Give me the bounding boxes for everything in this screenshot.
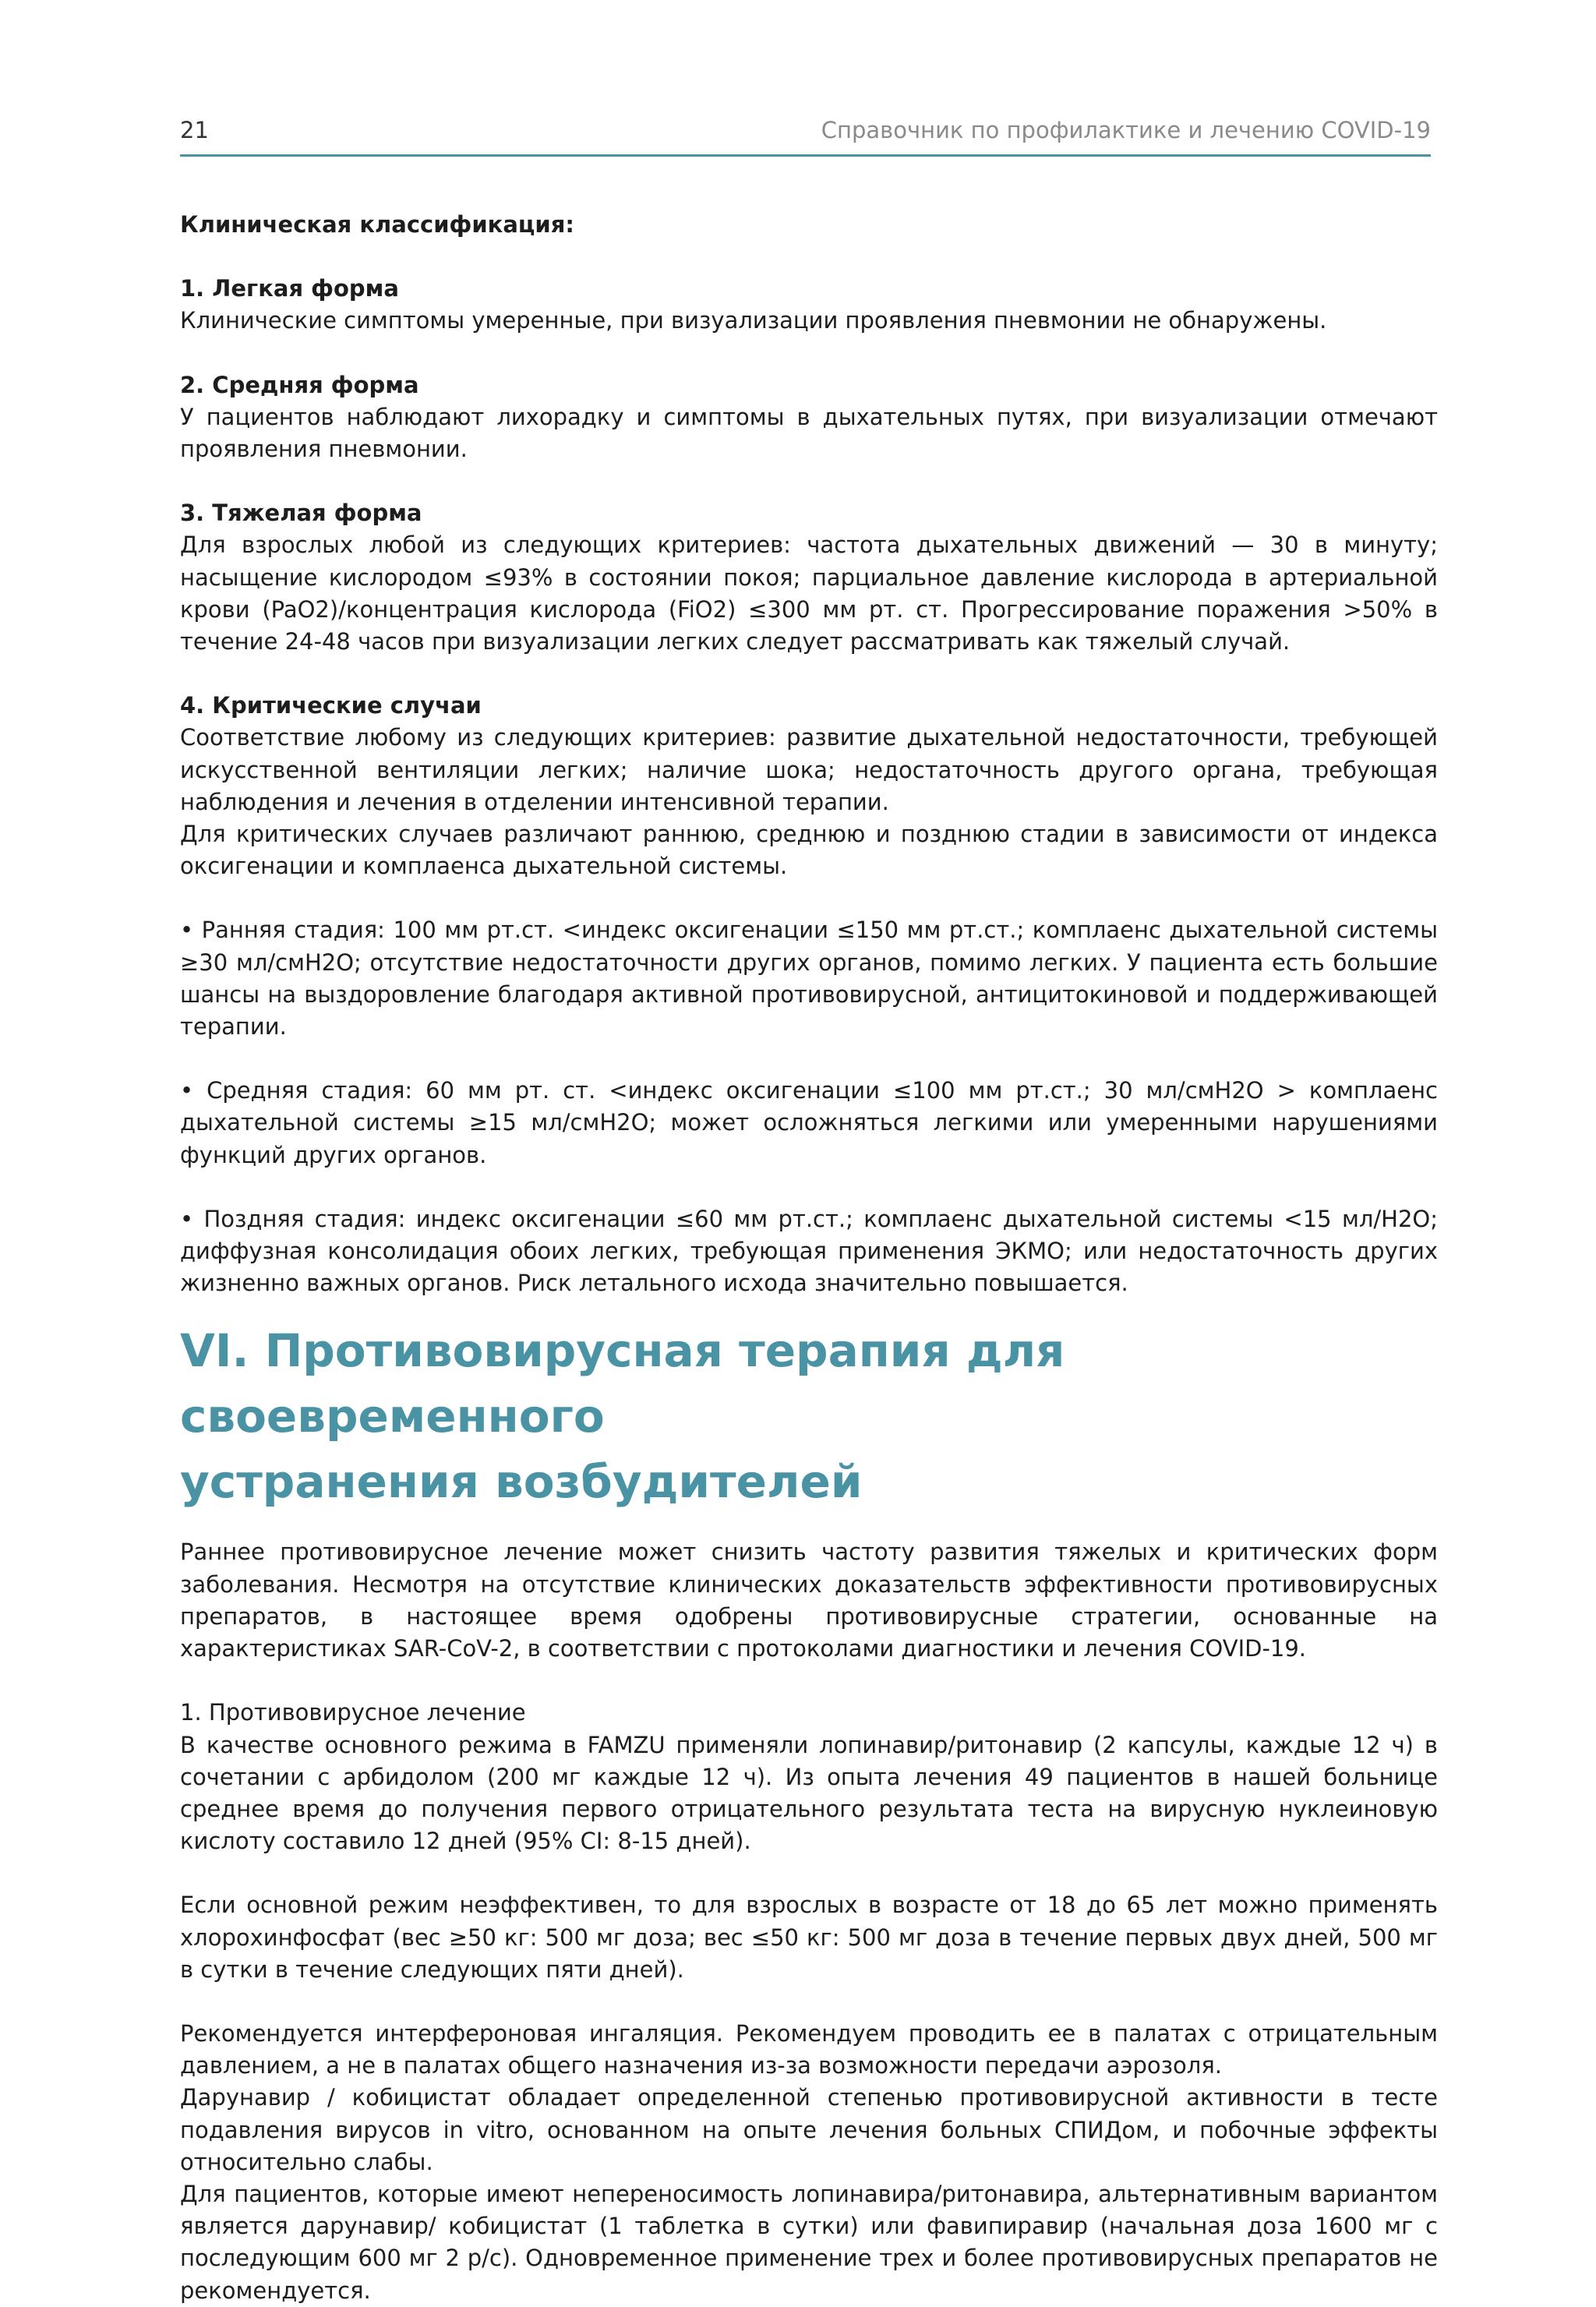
classification-title: Клиническая классификация:	[180, 211, 574, 238]
paragraph-2: Если основной режим неэффективен, то для взрослых в возрасте от 18 до 65 лет можно применять хлорохинфосфат (вес ≥50 кг: 500 мг доза; вес ≤50 кг: 500 мг доза в течение первых двух дней, 500 мг в сутки в течение следующих пяти дней).	[180, 1892, 1438, 1983]
form-4-heading: 4. Критические случаи	[180, 692, 482, 719]
form-1-text: Клинические симптомы умеренные, при визуализации проявления пневмонии не обнаружены.	[180, 307, 1327, 334]
stage-late: • Поздняя стадия: индекс оксигенации ≤60 мм рт.ст.; комплаенс дыхательной системы <15 мл/H2O; диффузная консолидация обоих легких, требующая применения ЭКМО; или недостаточность других жизненно важных органов. Риск летального исхода значительно повышается.	[180, 1205, 1438, 1297]
page-header	[180, 117, 1431, 157]
section-title-line-2: устранения возбудителей	[180, 1455, 863, 1509]
paragraph-4: Дарунавир / кобицистат обладает определенной степенью противовирусной активности в тесте подавления вирусов in vitro, основанном на опыте лечения больных СПИДом, и побочные эффекты относительно слабы.	[180, 2084, 1438, 2175]
section-title-line-1: VI. Противовирусная терапия для своевременного	[180, 1324, 1065, 1443]
document-body	[180, 209, 1438, 2307]
subsection-heading: 1. Противовирусное лечение	[180, 1699, 526, 1726]
form-3-text: Для взрослых любой из следующих критериев: частота дыхательных движений — 30 в минуту; насыщение кислородом ≤93% в состоянии покоя; парциальное давление кислорода в артериальной крови (PaO2)/концентрация кислорода (FiO2) ≤300 мм рт. ст. Прогрессирование поражения >50% в течение 24-48 часов при визуализации легких следует рассматривать как тяжелый случай.	[180, 532, 1438, 655]
section-title	[180, 1318, 1438, 1514]
form-2-text: У пациентов наблюдают лихорадку и симптомы в дыхательных путях, при визуализации отмечают проявления пневмонии.	[180, 403, 1438, 463]
paragraph-3: Рекомендуется интерфероновая ингаляция. Рекомендуем проводить ее в палатах с отрицательным давлением, а не в палатах общего назначения из-за возможности передачи аэрозоля.	[180, 2019, 1438, 2079]
paragraph-1: В качестве основного режима в FAMZU применяли лопинавир/ритонавир (2 капсулы, каждые 12 ч) в сочетании с арбидолом (200 мг каждые 12 ч). Из опыта лечения 49 пациентов в нашей больнице среднее время до получения первого отрицательного результата теста на вирусную нуклеиновую кислоту составило 12 дней (95% CI: 8-15 дней).	[180, 1731, 1438, 1855]
stage-middle: • Средняя стадия: 60 мм рт. ст. <индекс оксигенации ≤100 мм рт.ст.; 30 мл/смH2O > комплаенс дыхательной системы ≥15 мл/смH2O; может осложняться легкими или умеренными нарушениями функций других органов.	[180, 1077, 1438, 1168]
page-number: 21	[180, 117, 209, 143]
form-4-text: Соответствие любому из следующих критериев: развитие дыхательной недостаточности, требующей искусственной вентиляции легких; наличие шока; недостаточность другого органа, требующая наблюдения и лечения в отделении интенсивной терапии.	[180, 724, 1438, 815]
section-intro: Раннее противовирусное лечение может снизить частоту развития тяжелых и критических форм заболевания. Несмотря на отсутствие клинических доказательств эффективности противовирусных препаратов, в настоящее время одобрены противовирусные стратегии, основанные на характеристиках SAR-CoV-2, в соответствии с протоколами диагностики и лечения COVID-19.	[180, 1539, 1438, 1662]
paragraph-5: Для пациентов, которые имеют непереносимость лопинавира/ритонавира, альтернативным вариантом является дарунавир/ кобицистат (1 таблетка в сутки) или фавипиравир (начальная доза 1600 мг с последующим 600 мг 2 р/с). Одновременное применение трех и более противовирусных препаратов не рекомендуется.	[180, 2180, 1438, 2304]
form-1-heading: 1. Легкая форма	[180, 275, 399, 302]
stage-early: • Ранняя стадия: 100 мм рт.ст. <индекс оксигенации ≤150 мм рт.ст.; комплаенс дыхательной системы ≥30 мл/смH2O; отсутствие недостаточности других органов, помимо легких. У пациента есть большие шансы на выздоровление благодаря активной противовирусной, антицитокиновой и поддерживающей терапии.	[180, 917, 1438, 1040]
form-3-heading: 3. Тяжелая форма	[180, 500, 422, 527]
form-4-text-2: Для критических случаев различают раннюю, среднюю и позднюю стадии в зависимости от индекса оксигенации и комплаенса дыхательной системы.	[180, 821, 1438, 880]
running-title: Справочник по профилактике и лечению COVID-19	[821, 117, 1431, 143]
form-2-heading: 2. Средняя форма	[180, 371, 419, 398]
